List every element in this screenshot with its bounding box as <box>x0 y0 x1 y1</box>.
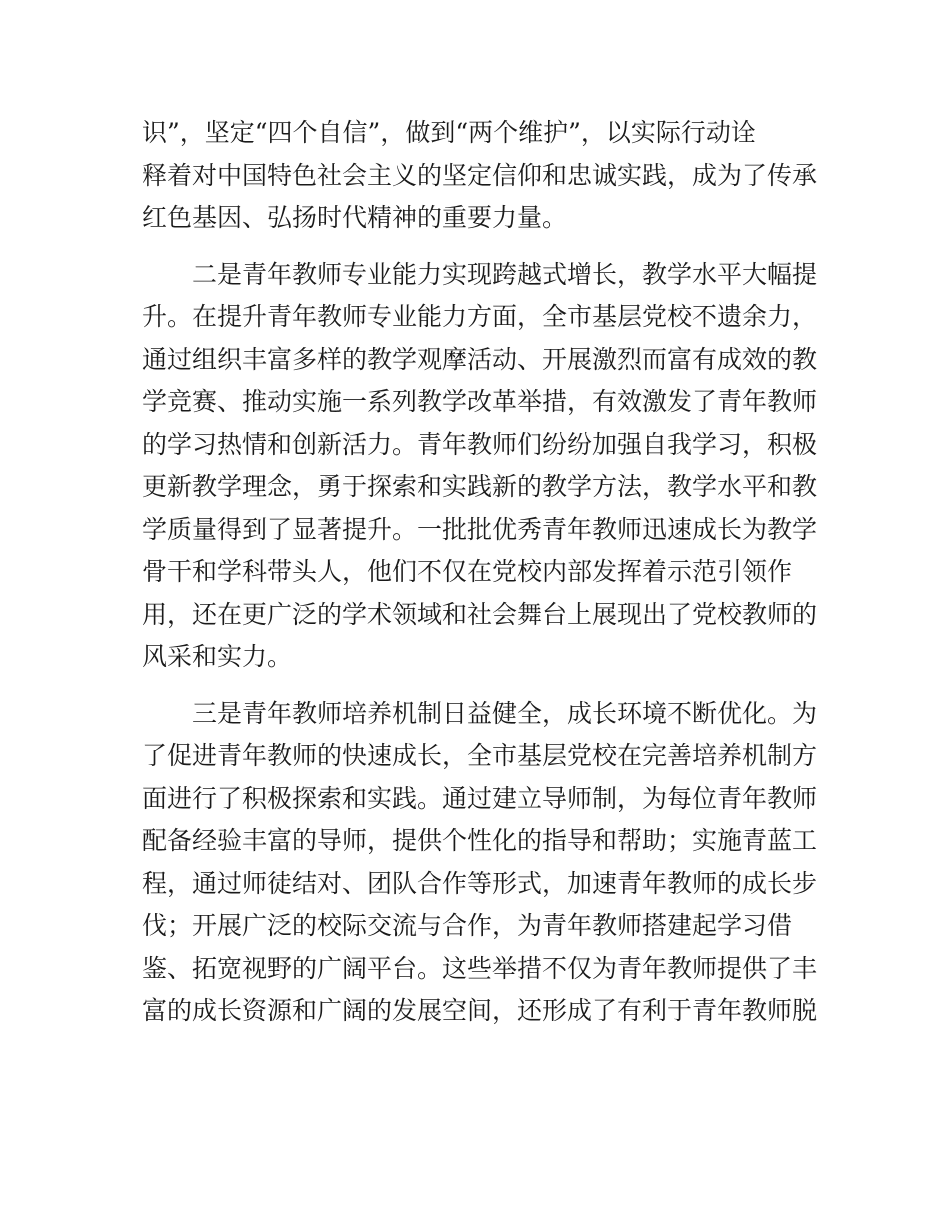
text-line: 骨干和学科带头人，他们不仅在党校内部发挥着示范引领作 <box>142 557 793 586</box>
text-line: 二是青年教师专业能力实现跨越式增长，教学水平大幅提 <box>142 259 818 289</box>
paragraph-1 <box>142 112 818 240</box>
text-line: 用，还在更广泛的学术领域和社会舞台上展现出了党校教师的 <box>142 599 818 629</box>
text-line: 风采和实力。 <box>142 642 293 671</box>
text-line: 鉴、拓宽视野的广阔平台。这些举措不仅为青年教师提供了丰 <box>142 953 818 983</box>
text-line: 了促进青年教师的快速成长，全市基层党校在完善培养机制方 <box>142 741 818 770</box>
text-line: 面进行了积极探索和实践。通过建立导师制，为每位青年教师 <box>142 783 818 813</box>
text-line: 释着对中国特色社会主义的坚定信仰和忠诚实践，成为了传承 <box>142 160 818 190</box>
text-line: 红色基因、弘扬时代精神的重要力量。 <box>142 203 568 232</box>
text-line: 程，通过师徒结对、团队合作等形式，加速青年教师的成长步 <box>142 868 818 898</box>
paragraph-spacing <box>142 679 810 693</box>
paragraph-2 <box>142 254 818 679</box>
text-line: 识”，坚定“四个自信”，做到“两个维护”，以实际行动诠 <box>142 118 756 147</box>
text-line: 学质量得到了显著提升。一批批优秀青年教师迅速成长为教学 <box>142 514 818 544</box>
text-line: 通过组织丰富多样的教学观摩活动、开展激烈而富有成效的教 <box>142 344 818 374</box>
text-line: 学竞赛、推动实施一系列教学改革举措，有效激发了青年教师 <box>142 387 818 416</box>
text-line: 富的成长资源和广阔的发展空间，还形成了有利于青年教师脱 <box>142 996 818 1025</box>
document-body <box>142 112 818 1033</box>
paragraph-spacing <box>142 240 810 254</box>
text-line: 配备经验丰富的导师，提供个性化的指导和帮助；实施青蓝工 <box>142 826 818 855</box>
text-line: 的学习热情和创新活力。青年教师们纷纷加强自我学习，积极 <box>142 429 818 459</box>
text-line: 三是青年教师培养机制日益健全，成长环境不断优化。为 <box>142 698 818 728</box>
text-line: 更新教学理念，勇于探索和实践新的教学方法，教学水平和教 <box>142 472 818 501</box>
text-line: 升。在提升青年教师专业能力方面，全市基层党校不遗余力， <box>142 302 818 331</box>
text-line: 伐；开展广泛的校际交流与合作，为青年教师搭建起学习借 <box>142 911 793 940</box>
paragraph-3 <box>142 693 818 1033</box>
